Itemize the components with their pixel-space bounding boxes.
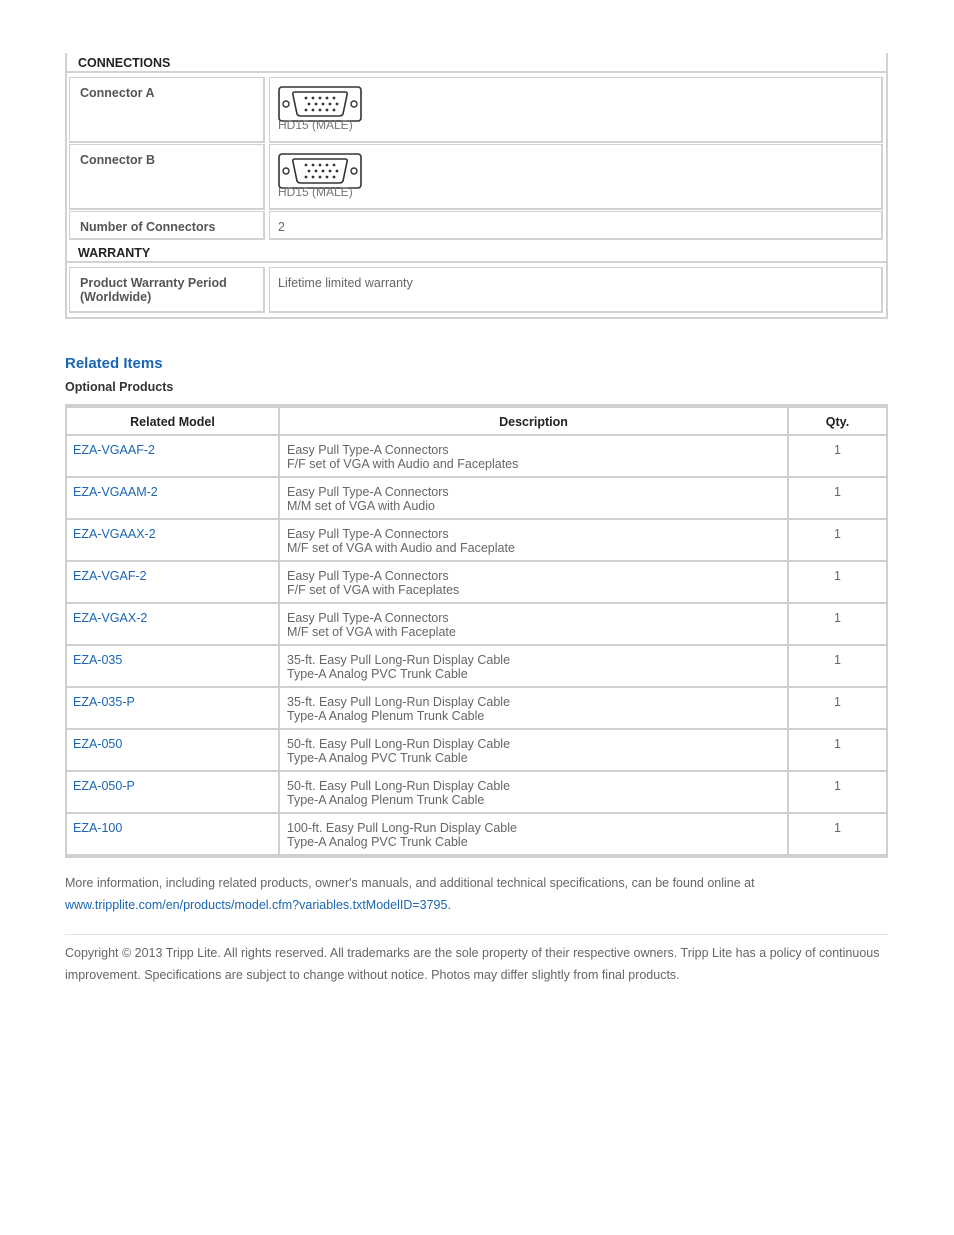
related-model-link[interactable]: EZA-035 [67,646,280,688]
related-model-qty: 1 [789,688,886,730]
connector-b-value [269,144,883,210]
copyright-notice: Copyright © 2013 Tripp Lite. All rights reserved. All trademarks are the sole property of their respective owners. Tripp Lite has a policy of continuous improvement. Specifications are subject to change without notice. Photos may differ slightly from final products. [65,946,880,982]
description-line-1: 35-ft. Easy Pull Long-Run Display Cable [287,653,511,667]
related-model-description [280,604,789,646]
connector-b-label: Connector B [69,144,265,210]
related-model-qty: 1 [789,562,886,604]
vga-connector-icon [278,86,362,132]
related-model-qty: 1 [789,772,886,814]
description-line-1: 50-ft. Easy Pull Long-Run Display Cable [287,779,511,793]
related-model-qty: 1 [789,604,886,646]
column-header-model: Related Model [67,408,280,436]
description-line-2: Type-A Analog Plenum Trunk Cable [287,793,485,807]
column-header-description: Description [280,408,789,436]
related-model-description [280,688,789,730]
related-items-heading: Related Items [65,355,163,372]
related-model-link[interactable]: EZA-VGAAF-2 [67,436,280,478]
spec-table [65,53,888,319]
description-line-1: 35-ft. Easy Pull Long-Run Display Cable [287,695,511,709]
description-line-2: M/F set of VGA with Faceplate [287,625,456,639]
section-heading-connections: CONNECTIONS [67,53,886,73]
optional-products-heading: Optional Products [65,380,174,394]
related-model-qty: 1 [789,730,886,772]
description-line-1: Easy Pull Type-A Connectors [287,611,449,625]
related-model-description [280,562,789,604]
description-line-1: 50-ft. Easy Pull Long-Run Display Cable [287,737,511,751]
description-line-2: Type-A Analog PVC Trunk Cable [287,667,468,681]
more-info-paragraph [65,872,888,916]
num-connectors-label: Number of Connectors [69,211,265,240]
connector-b-type: HD15 (MALE) [278,185,353,199]
section-heading-warranty: WARRANTY [67,243,886,263]
warranty-period-value: Lifetime limited warranty [269,267,883,313]
related-model-link[interactable]: EZA-100 [67,814,280,856]
footer-divider [65,934,888,935]
description-line-2: Type-A Analog PVC Trunk Cable [287,835,468,849]
related-model-link[interactable]: EZA-050 [67,730,280,772]
related-model-link[interactable]: EZA-VGAAX-2 [67,520,280,562]
description-line-2: F/F set of VGA with Faceplates [287,583,460,597]
connector-a-value [269,77,883,143]
related-model-qty: 1 [789,646,886,688]
description-line-2: F/F set of VGA with Audio and Faceplates [287,457,519,471]
connector-a-type: HD15 (MALE) [278,118,353,132]
related-model-link[interactable]: EZA-050-P [67,772,280,814]
more-info-period: . [447,898,451,912]
description-line-2: M/M set of VGA with Audio [287,499,435,513]
connector-a-label: Connector A [69,77,265,143]
related-model-qty: 1 [789,478,886,520]
related-model-description [280,730,789,772]
related-model-qty: 1 [789,520,886,562]
related-model-qty: 1 [789,436,886,478]
description-line-2: Type-A Analog PVC Trunk Cable [287,751,468,765]
vga-connector-icon [278,153,362,199]
related-model-description [280,478,789,520]
description-line-1: Easy Pull Type-A Connectors [287,485,449,499]
product-page-link[interactable]: www.tripplite.com/en/products/model.cfm?variables.txtModelID=3795 [65,898,448,912]
description-line-2: Type-A Analog Plenum Trunk Cable [287,709,485,723]
description-line-1: 100-ft. Easy Pull Long-Run Display Cable [287,821,517,835]
description-line-1: Easy Pull Type-A Connectors [287,569,449,583]
description-line-2: M/F set of VGA with Audio and Faceplate [287,541,515,555]
related-model-description [280,436,789,478]
related-model-link[interactable]: EZA-VGAAM-2 [67,478,280,520]
num-connectors-value: 2 [269,211,883,240]
related-model-link[interactable]: EZA-035-P [67,688,280,730]
related-items-table [65,404,888,858]
related-model-description [280,814,789,856]
column-header-qty: Qty. [789,408,886,436]
related-model-description [280,520,789,562]
related-model-link[interactable]: EZA-VGAX-2 [67,604,280,646]
warranty-period-label: Product Warranty Period (Worldwide) [69,267,265,313]
related-model-description [280,646,789,688]
description-line-1: Easy Pull Type-A Connectors [287,527,449,541]
description-line-1: Easy Pull Type-A Connectors [287,443,449,457]
related-model-link[interactable]: EZA-VGAF-2 [67,562,280,604]
more-info-text: More information, including related products, owner's manuals, and additional technical specifications, can be found online at [65,876,755,890]
related-model-qty: 1 [789,814,886,856]
related-model-description [280,772,789,814]
